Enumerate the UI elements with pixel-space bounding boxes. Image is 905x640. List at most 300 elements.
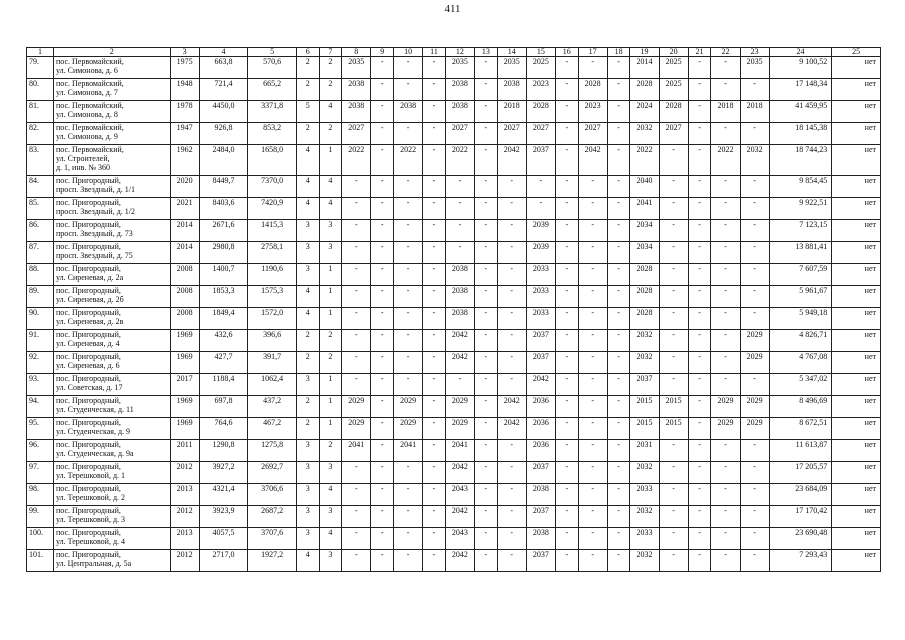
cell-col-16: - (555, 528, 578, 550)
row-number: 88. (27, 264, 54, 286)
cell-col-7: 4 (319, 198, 342, 220)
address-line: пос. Пригородный, (55, 528, 121, 537)
address-cell (53, 123, 170, 145)
cell-col-21: - (688, 264, 711, 286)
column-number-19: 19 (630, 48, 659, 57)
cell-col-3: 2008 (170, 264, 199, 286)
cell-col-4: 2671,6 (199, 220, 248, 242)
cell-col-6: 4 (296, 145, 319, 176)
cell-col-9: - (371, 506, 394, 528)
cell-col-11: - (423, 484, 446, 506)
address-cell (53, 176, 170, 198)
table-row (27, 484, 881, 506)
row-number: 86. (27, 220, 54, 242)
cell-col-12: 2038 (445, 101, 474, 123)
cell-col-9: - (371, 242, 394, 264)
address-line: д. 1, инв. № 360 (55, 163, 111, 172)
cell-col-7: 4 (319, 528, 342, 550)
cell-col-20: - (659, 264, 688, 286)
cell-col-16: - (555, 198, 578, 220)
cell-col-24: 4 826,71 (769, 330, 832, 352)
cell-col-18: - (607, 418, 630, 440)
cell-col-19: 2032 (630, 352, 659, 374)
cell-col-15: 2038 (526, 528, 555, 550)
cell-col-9: - (371, 123, 394, 145)
cell-col-25: нет (832, 396, 881, 418)
cell-col-3: 1969 (170, 418, 199, 440)
row-number: 85. (27, 198, 54, 220)
cell-col-14: - (497, 176, 526, 198)
cell-col-22: - (711, 308, 740, 330)
cell-col-16: - (555, 220, 578, 242)
cell-col-20: - (659, 176, 688, 198)
column-number-17: 17 (578, 48, 607, 57)
address-line: пос. Первомайский, (55, 145, 124, 154)
cell-col-12: 2042 (445, 550, 474, 572)
cell-col-13: - (474, 462, 497, 484)
cell-col-21: - (688, 198, 711, 220)
cell-col-4: 721,4 (199, 79, 248, 101)
cell-col-18: - (607, 242, 630, 264)
cell-col-15: 2037 (526, 145, 555, 176)
cell-col-13: - (474, 440, 497, 462)
cell-col-22: - (711, 264, 740, 286)
cell-col-9: - (371, 440, 394, 462)
address-line: пос. Пригородный, (55, 330, 121, 339)
address-line: ул. Советская, д. 17 (55, 383, 123, 392)
cell-col-4: 4057,5 (199, 528, 248, 550)
cell-col-20: 2015 (659, 396, 688, 418)
cell-col-8: 2022 (342, 145, 371, 176)
cell-col-23: - (740, 462, 769, 484)
cell-col-18: - (607, 308, 630, 330)
cell-col-25: нет (832, 352, 881, 374)
column-number-22: 22 (711, 48, 740, 57)
cell-col-10: - (394, 123, 423, 145)
cell-col-11: - (423, 308, 446, 330)
cell-col-4: 8403,6 (199, 198, 248, 220)
cell-col-8: - (342, 242, 371, 264)
table-row (27, 330, 881, 352)
column-number-24: 24 (769, 48, 832, 57)
cell-col-3: 2012 (170, 506, 199, 528)
table-row (27, 308, 881, 330)
cell-col-24: 7 123,15 (769, 220, 832, 242)
cell-col-14: 2035 (497, 57, 526, 79)
cell-col-4: 8449,7 (199, 176, 248, 198)
cell-col-11: - (423, 528, 446, 550)
cell-col-20: - (659, 506, 688, 528)
cell-col-17: - (578, 220, 607, 242)
cell-col-8: - (342, 330, 371, 352)
cell-col-15: 2037 (526, 330, 555, 352)
cell-col-16: - (555, 352, 578, 374)
cell-col-7: 4 (319, 101, 342, 123)
cell-col-22: - (711, 484, 740, 506)
cell-col-11: - (423, 396, 446, 418)
cell-col-22: - (711, 440, 740, 462)
cell-col-12: 2029 (445, 418, 474, 440)
cell-col-23: - (740, 176, 769, 198)
cell-col-18: - (607, 176, 630, 198)
cell-col-12: 2043 (445, 528, 474, 550)
cell-col-16: - (555, 264, 578, 286)
address-line: просп. Звездный, д. 73 (55, 229, 133, 238)
cell-col-23: - (740, 123, 769, 145)
cell-col-18: - (607, 286, 630, 308)
address-line: пос. Первомайский, (55, 123, 124, 132)
table-row (27, 418, 881, 440)
cell-col-25: нет (832, 79, 881, 101)
cell-col-5: 665,2 (248, 79, 297, 101)
cell-col-19: 2014 (630, 57, 659, 79)
cell-col-15: 2037 (526, 550, 555, 572)
cell-col-4: 2980,8 (199, 242, 248, 264)
cell-col-12: 2022 (445, 145, 474, 176)
address-line: просп. Звездный, д. 1/1 (55, 185, 135, 194)
cell-col-13: - (474, 101, 497, 123)
table-row (27, 462, 881, 484)
cell-col-6: 4 (296, 286, 319, 308)
cell-col-24: 17 148,34 (769, 79, 832, 101)
cell-col-4: 2484,0 (199, 145, 248, 176)
cell-col-16: - (555, 374, 578, 396)
cell-col-11: - (423, 242, 446, 264)
table-row (27, 550, 881, 572)
cell-col-24: 5 949,18 (769, 308, 832, 330)
cell-col-6: 2 (296, 123, 319, 145)
cell-col-19: 2015 (630, 418, 659, 440)
cell-col-21: - (688, 550, 711, 572)
address-line: пос. Пригородный, (55, 264, 121, 273)
address-cell (53, 101, 170, 123)
row-number: 97. (27, 462, 54, 484)
cell-col-9: - (371, 264, 394, 286)
cell-col-9: - (371, 198, 394, 220)
cell-col-21: - (688, 462, 711, 484)
cell-col-25: нет (832, 374, 881, 396)
column-number-5: 5 (248, 48, 297, 57)
column-number-11: 11 (423, 48, 446, 57)
cell-col-13: - (474, 57, 497, 79)
table-row (27, 396, 881, 418)
address-line: пос. Пригородный, (55, 484, 121, 493)
cell-col-13: - (474, 308, 497, 330)
cell-col-4: 4450,0 (199, 101, 248, 123)
column-number-14: 14 (497, 48, 526, 57)
column-number-row (27, 48, 881, 57)
cell-col-6: 3 (296, 242, 319, 264)
cell-col-17: - (578, 528, 607, 550)
cell-col-24: 9 922,51 (769, 198, 832, 220)
cell-col-9: - (371, 418, 394, 440)
cell-col-14: - (497, 352, 526, 374)
cell-col-19: 2041 (630, 198, 659, 220)
cell-col-22: - (711, 462, 740, 484)
cell-col-23: - (740, 550, 769, 572)
cell-col-18: - (607, 220, 630, 242)
cell-col-4: 1853,3 (199, 286, 248, 308)
cell-col-14: - (497, 462, 526, 484)
cell-col-12: - (445, 198, 474, 220)
address-line: пос. Пригородный, (55, 176, 121, 185)
cell-col-20: - (659, 220, 688, 242)
cell-col-10: - (394, 330, 423, 352)
cell-col-12: 2042 (445, 352, 474, 374)
cell-col-10: - (394, 264, 423, 286)
cell-col-19: 2032 (630, 506, 659, 528)
cell-col-22: 2022 (711, 145, 740, 176)
address-line: ул. Терешковой, д. 4 (55, 537, 126, 546)
cell-col-9: - (371, 286, 394, 308)
cell-col-18: - (607, 101, 630, 123)
address-cell (53, 374, 170, 396)
column-number-9: 9 (371, 48, 394, 57)
cell-col-19: 2033 (630, 484, 659, 506)
address-cell (53, 145, 170, 176)
cell-col-25: нет (832, 242, 881, 264)
cell-col-15: 2025 (526, 57, 555, 79)
cell-col-5: 2687,2 (248, 506, 297, 528)
table-row (27, 57, 881, 79)
cell-col-3: 1962 (170, 145, 199, 176)
cell-col-15: 2037 (526, 352, 555, 374)
cell-col-19: 2022 (630, 145, 659, 176)
address-line: пос. Пригородный, (55, 506, 121, 515)
cell-col-13: - (474, 484, 497, 506)
cell-col-13: - (474, 506, 497, 528)
cell-col-8: - (342, 550, 371, 572)
cell-col-9: - (371, 330, 394, 352)
table-row (27, 145, 881, 176)
column-number-25: 25 (832, 48, 881, 57)
table-row (27, 198, 881, 220)
table-row (27, 374, 881, 396)
cell-col-7: 1 (319, 286, 342, 308)
cell-col-15: - (526, 176, 555, 198)
cell-col-20: - (659, 242, 688, 264)
cell-col-19: 2034 (630, 242, 659, 264)
column-number-23: 23 (740, 48, 769, 57)
column-number-15: 15 (526, 48, 555, 57)
cell-col-12: 2042 (445, 506, 474, 528)
cell-col-7: 2 (319, 79, 342, 101)
cell-col-14: - (497, 374, 526, 396)
cell-col-10: - (394, 374, 423, 396)
cell-col-22: - (711, 550, 740, 572)
cell-col-15: 2027 (526, 123, 555, 145)
address-line: ул. Терешковой, д. 2 (55, 493, 126, 502)
cell-col-3: 2014 (170, 220, 199, 242)
cell-col-7: 1 (319, 418, 342, 440)
cell-col-17: - (578, 550, 607, 572)
table-row (27, 176, 881, 198)
cell-col-15: 2036 (526, 396, 555, 418)
cell-col-5: 1275,8 (248, 440, 297, 462)
cell-col-6: 4 (296, 308, 319, 330)
address-cell (53, 286, 170, 308)
address-line: пос. Пригородный, (55, 352, 121, 361)
cell-col-5: 1658,0 (248, 145, 297, 176)
cell-col-19: 2033 (630, 528, 659, 550)
table-row (27, 264, 881, 286)
cell-col-17: - (578, 374, 607, 396)
cell-col-25: нет (832, 198, 881, 220)
cell-col-25: нет (832, 528, 881, 550)
cell-col-5: 3371,8 (248, 101, 297, 123)
cell-col-8: - (342, 462, 371, 484)
cell-col-5: 570,6 (248, 57, 297, 79)
row-number: 90. (27, 308, 54, 330)
address-cell (53, 352, 170, 374)
cell-col-6: 5 (296, 101, 319, 123)
cell-col-17: 2023 (578, 101, 607, 123)
row-number: 96. (27, 440, 54, 462)
cell-col-24: 17 170,42 (769, 506, 832, 528)
cell-col-21: - (688, 506, 711, 528)
cell-col-12: 2038 (445, 79, 474, 101)
cell-col-15: 2037 (526, 462, 555, 484)
cell-col-7: 1 (319, 264, 342, 286)
cell-col-20: - (659, 330, 688, 352)
cell-col-17: 2042 (578, 145, 607, 176)
cell-col-17: 2028 (578, 79, 607, 101)
cell-col-9: - (371, 145, 394, 176)
cell-col-15: 2033 (526, 264, 555, 286)
column-number-16: 16 (555, 48, 578, 57)
cell-col-25: нет (832, 286, 881, 308)
cell-col-3: 1948 (170, 79, 199, 101)
cell-col-12: 2042 (445, 330, 474, 352)
cell-col-18: - (607, 484, 630, 506)
address-line: пос. Пригородный, (55, 374, 121, 383)
cell-col-13: - (474, 396, 497, 418)
cell-col-17: - (578, 57, 607, 79)
cell-col-17: - (578, 396, 607, 418)
cell-col-9: - (371, 308, 394, 330)
address-cell (53, 440, 170, 462)
cell-col-25: нет (832, 484, 881, 506)
cell-col-15: 2023 (526, 79, 555, 101)
table-row (27, 242, 881, 264)
cell-col-4: 4321,4 (199, 484, 248, 506)
table-row (27, 352, 881, 374)
cell-col-21: - (688, 123, 711, 145)
cell-col-25: нет (832, 550, 881, 572)
cell-col-12: 2038 (445, 308, 474, 330)
cell-col-7: 2 (319, 123, 342, 145)
cell-col-6: 3 (296, 264, 319, 286)
cell-col-4: 432,6 (199, 330, 248, 352)
cell-col-3: 2008 (170, 308, 199, 330)
cell-col-20: - (659, 374, 688, 396)
cell-col-6: 3 (296, 220, 319, 242)
cell-col-3: 2012 (170, 462, 199, 484)
cell-col-22: - (711, 198, 740, 220)
cell-col-17: - (578, 330, 607, 352)
cell-col-4: 663,8 (199, 57, 248, 79)
cell-col-14: - (497, 286, 526, 308)
cell-col-3: 2020 (170, 176, 199, 198)
row-number: 81. (27, 101, 54, 123)
cell-col-10: - (394, 506, 423, 528)
cell-col-10: - (394, 57, 423, 79)
cell-col-7: 3 (319, 462, 342, 484)
cell-col-6: 3 (296, 440, 319, 462)
address-cell (53, 396, 170, 418)
cell-col-3: 2014 (170, 242, 199, 264)
cell-col-12: - (445, 242, 474, 264)
row-number: 82. (27, 123, 54, 145)
cell-col-19: 2028 (630, 264, 659, 286)
cell-col-7: 3 (319, 550, 342, 572)
cell-col-15: 2037 (526, 506, 555, 528)
address-cell (53, 242, 170, 264)
cell-col-7: 3 (319, 506, 342, 528)
cell-col-8: 2038 (342, 79, 371, 101)
address-cell (53, 79, 170, 101)
cell-col-13: - (474, 418, 497, 440)
cell-col-20: 2027 (659, 123, 688, 145)
cell-col-10: - (394, 528, 423, 550)
cell-col-21: - (688, 145, 711, 176)
cell-col-24: 9 100,52 (769, 57, 832, 79)
cell-col-7: 4 (319, 484, 342, 506)
cell-col-19: 2015 (630, 396, 659, 418)
address-line: ул. Сиреневая, д. 2б (55, 295, 124, 304)
cell-col-17: - (578, 418, 607, 440)
housing-register-table (26, 47, 881, 572)
cell-col-4: 1290,8 (199, 440, 248, 462)
cell-col-9: - (371, 528, 394, 550)
address-cell (53, 220, 170, 242)
column-number-1: 1 (27, 48, 54, 57)
row-number: 84. (27, 176, 54, 198)
cell-col-17: - (578, 484, 607, 506)
cell-col-17: - (578, 286, 607, 308)
cell-col-11: - (423, 220, 446, 242)
cell-col-23: 2035 (740, 57, 769, 79)
cell-col-19: 2034 (630, 220, 659, 242)
cell-col-24: 9 854,45 (769, 176, 832, 198)
cell-col-12: 2042 (445, 462, 474, 484)
cell-col-11: - (423, 79, 446, 101)
cell-col-14: - (497, 506, 526, 528)
cell-col-20: 2025 (659, 79, 688, 101)
table-row (27, 440, 881, 462)
address-line: пос. Пригородный, (55, 462, 121, 471)
cell-col-15: 2039 (526, 242, 555, 264)
cell-col-25: нет (832, 145, 881, 176)
cell-col-5: 1927,2 (248, 550, 297, 572)
cell-col-21: - (688, 308, 711, 330)
cell-col-7: 2 (319, 352, 342, 374)
cell-col-5: 853,2 (248, 123, 297, 145)
cell-col-24: 8 672,51 (769, 418, 832, 440)
cell-col-25: нет (832, 506, 881, 528)
cell-col-20: - (659, 145, 688, 176)
cell-col-15: 2036 (526, 440, 555, 462)
cell-col-14: - (497, 330, 526, 352)
cell-col-6: 2 (296, 79, 319, 101)
cell-col-23: 2029 (740, 418, 769, 440)
cell-col-19: 2028 (630, 308, 659, 330)
address-line: пос. Пригородный, (55, 198, 121, 207)
cell-col-10: 2038 (394, 101, 423, 123)
cell-col-15: 2033 (526, 286, 555, 308)
cell-col-23: - (740, 198, 769, 220)
cell-col-18: - (607, 440, 630, 462)
